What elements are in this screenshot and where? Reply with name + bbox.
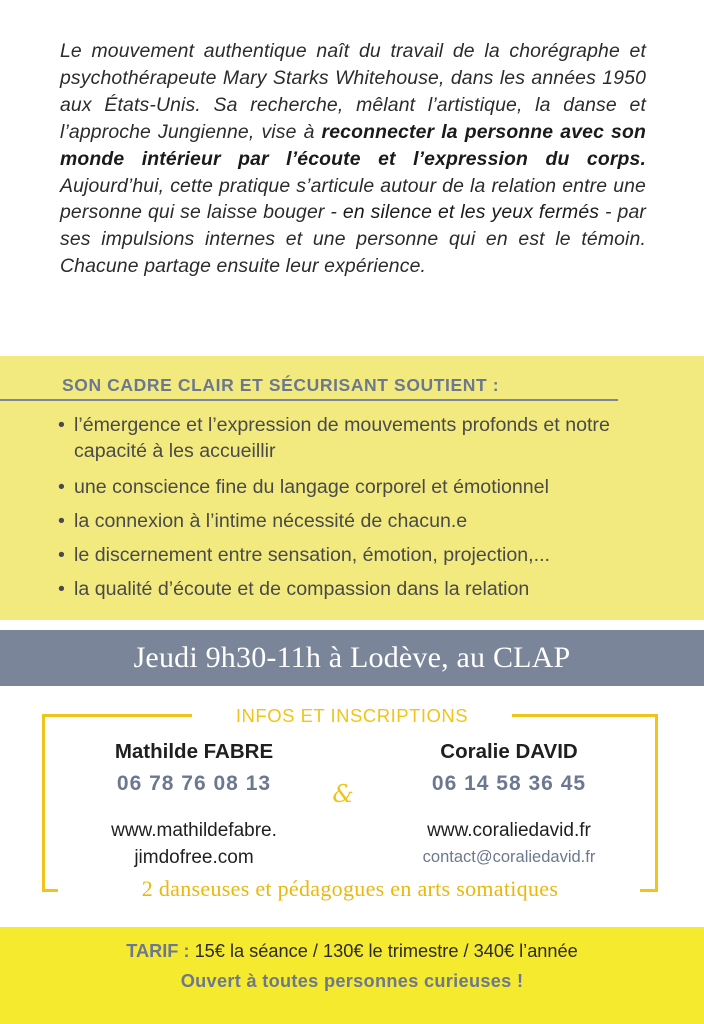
list-item <box>58 508 658 534</box>
intro-text-1: Le mouvement authentique naît du travail de la chorégraphe et psychothérapeute Mary Starks Whitehouse, dans les années 1950 aux États-Unis. Sa recherche, mêlant l’artistique, la danse et l’approche Jungienne, vise à <box>60 40 646 143</box>
bullet-icon: • <box>58 476 65 498</box>
tarif-prices: 15€ la séance / 130€ le trimestre / 340€ l’année <box>189 941 578 961</box>
cadre-title: SON CADRE CLAIR ET SÉCURISANT SOUTIENT : <box>62 375 500 395</box>
list-item-text: une conscience fine du langage corporel et émotionnel <box>74 476 549 498</box>
tarif-line <box>0 941 704 962</box>
list-item <box>58 474 658 500</box>
bullet-icon: • <box>58 578 65 600</box>
list-item <box>58 576 658 602</box>
frame-border <box>42 714 45 892</box>
cadre-list <box>58 412 658 610</box>
intro-text-2: Aujourd’hui, cette pratique s’articule autour de la relation entre une personne qui se laisse bouger - <box>60 174 646 224</box>
website-link-coralie[interactable]: www.coraliedavid.fr <box>427 820 591 841</box>
list-item-text: la qualité d’écoute et de compassion dans la relation <box>74 578 530 600</box>
contact-name-mathilde: Mathilde FABRE <box>114 740 274 763</box>
ampersand-icon: & <box>332 780 354 808</box>
tagline: 2 danseuses et pédagogues en arts somatiques <box>141 876 559 901</box>
website-line-1: www.mathildefabre. <box>111 820 277 841</box>
list-item-text: le discernement entre sensation, émotion, projection,... <box>74 544 550 566</box>
bullet-icon: • <box>58 544 65 566</box>
phone-link-mathilde[interactable]: 06 78 76 08 13 <box>116 772 272 795</box>
intro-text-3: - par ses impulsions internes et une personne qui en est le témoin. Chacune partage ensuite leur expérience. <box>60 201 646 278</box>
list-item-text: l’émergence et l’expression de mouvements profonds et notre capacité à les accueillir <box>74 414 610 462</box>
intro-paragraph <box>60 38 646 280</box>
cadre-section <box>0 356 704 620</box>
bullet-icon: • <box>58 510 65 532</box>
list-item <box>58 542 658 568</box>
schedule-banner: Jeudi 9h30-11h à Lodève, au CLAP <box>0 630 704 686</box>
list-item <box>58 412 658 464</box>
phone-link-coralie[interactable]: 06 14 58 36 45 <box>431 772 587 795</box>
frame-border <box>512 714 658 717</box>
cadre-divider <box>0 399 618 401</box>
intro-bold-text: reconnecter la personne avec son monde intérieur par l’écoute et l’expression du corps. <box>60 120 646 170</box>
website-link-mathilde[interactable] <box>60 820 328 869</box>
website-line-2: jimdofree.com <box>134 847 254 868</box>
frame-border <box>42 714 192 717</box>
list-item-text: la connexion à l’intime nécessité de chacun.e <box>74 510 468 532</box>
tarif-label: TARIF : <box>126 941 190 961</box>
contact-name-coralie: Coralie DAVID <box>440 740 578 763</box>
intro-emphasis: en silence et les yeux fermés <box>342 201 600 224</box>
infos-title: INFOS ET INSCRIPTIONS <box>235 705 469 726</box>
email-link-coralie[interactable]: contact@coraliedavid.fr <box>422 848 596 866</box>
tarif-section <box>0 927 704 1024</box>
frame-border <box>655 714 658 892</box>
open-to-all-text: Ouvert à toutes personnes curieuses ! <box>180 971 524 991</box>
bullet-icon: • <box>58 414 65 436</box>
